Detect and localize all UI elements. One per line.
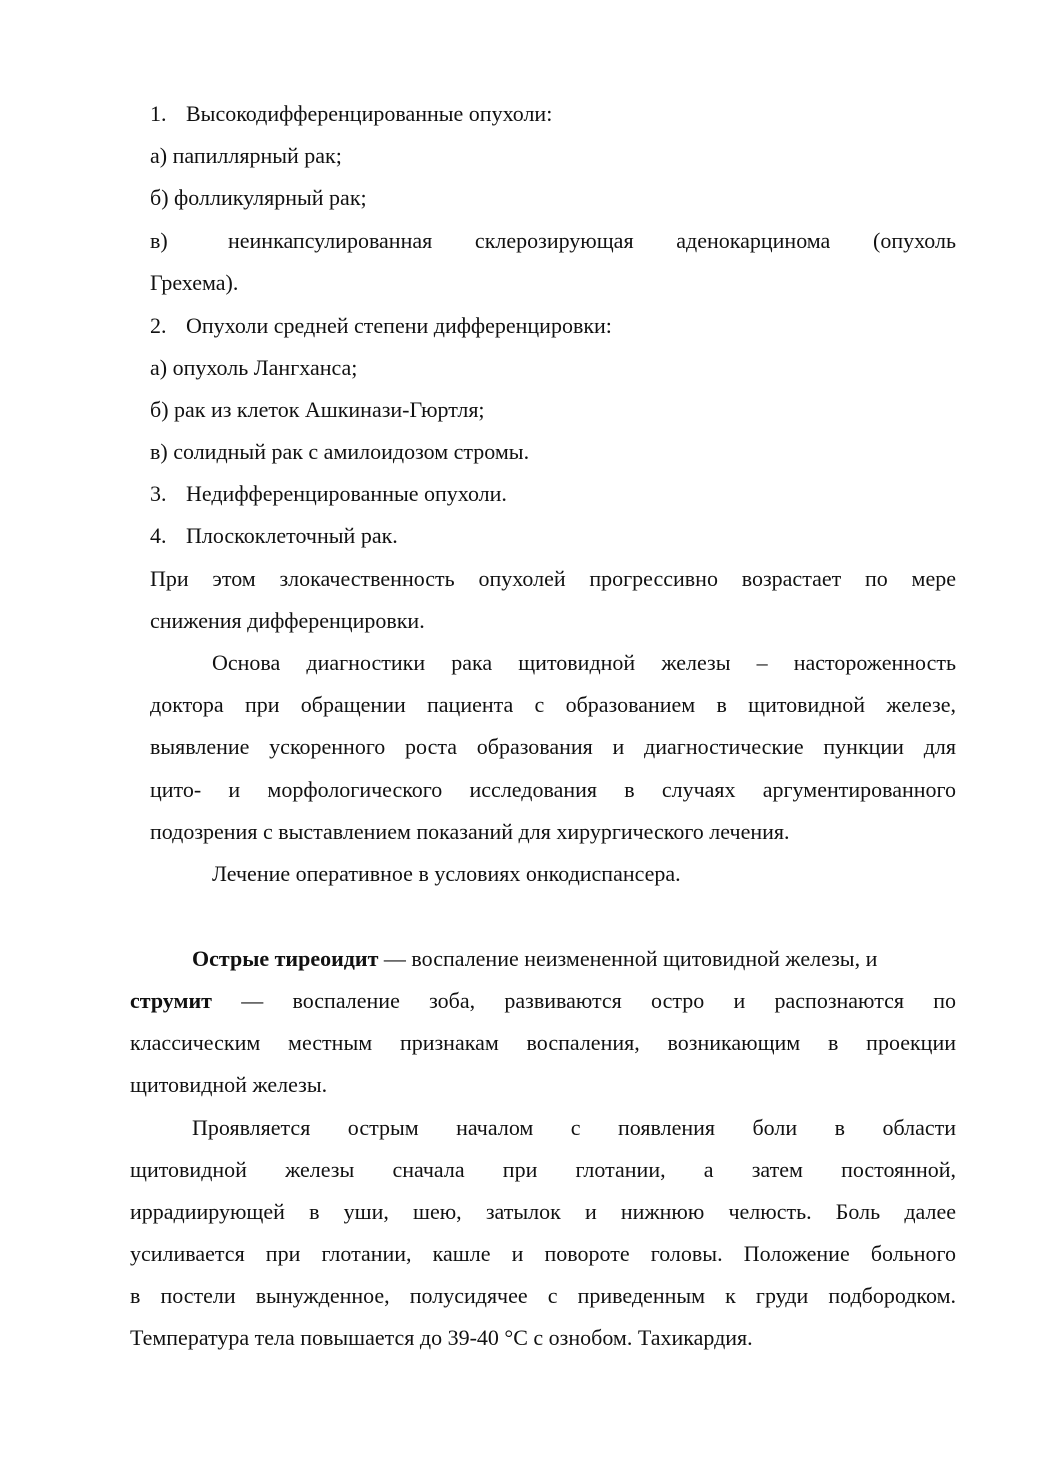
- paragraph-line: доктора при обращении пациента с образованием в щитовидной железе,: [150, 692, 956, 717]
- list-item-text: Недифференцированные опухоли.: [186, 481, 507, 506]
- list-subitem-continuation: Грехема).: [150, 270, 239, 295]
- term-bold: Острые тиреоидит: [192, 946, 379, 971]
- list-number: 1.: [150, 101, 167, 126]
- list-item-text: Высокодифференцированные опухоли:: [186, 101, 553, 126]
- paragraph-line: Лечение оперативное в условиях онкодиспансера.: [212, 861, 681, 886]
- paragraph-line: подозрения с выставлением показаний для хирургического лечения.: [150, 819, 790, 844]
- paragraph-line: иррадиирующей в уши, шею, затылок и нижнюю челюсть. Боль далее: [130, 1199, 956, 1224]
- paragraph-line: [192, 946, 956, 972]
- list-subitem: [150, 228, 956, 254]
- paragraph-line: щитовидной железы сначала при глотании, а затем постоянной,: [130, 1157, 956, 1182]
- definition-text: — воспаление зоба, развиваются остро и распознаются по: [211, 988, 956, 1013]
- paragraph-line: При этом злокачественность опухолей прогрессивно возрастает по мере: [150, 566, 956, 591]
- paragraph-line: выявление ускоренного роста образования и диагностические пункции для: [150, 734, 956, 759]
- paragraph-line: усиливается при глотании, кашле и повороте головы. Положение больного: [130, 1241, 956, 1266]
- list-item-2: [150, 313, 612, 339]
- list-item-3: [150, 481, 507, 507]
- list-subitem-text: неинкапсулированная склерозирующая аденокарцинома (опухоль: [228, 228, 956, 253]
- list-subitem: а) папиллярный рак;: [150, 143, 342, 168]
- paragraph-line: в постели вынужденное, полусидячее с приведенным к груди подбородком.: [130, 1283, 956, 1308]
- list-marker: в): [150, 228, 168, 253]
- paragraph-line: Температура тела повышается до 39-40 °С с ознобом. Тахикардия.: [130, 1325, 753, 1350]
- term-bold: струмит: [130, 988, 212, 1013]
- paragraph-line: щитовидной железы.: [130, 1072, 328, 1097]
- list-number: 2.: [150, 313, 167, 338]
- list-number: 3.: [150, 481, 167, 506]
- list-item-4: [150, 523, 398, 549]
- paragraph-line: Основа диагностики рака щитовидной железы – настороженность: [212, 650, 956, 675]
- list-subitem: б) фолликулярный рак;: [150, 185, 367, 210]
- paragraph-line: Проявляется острым началом с появления боли в области: [192, 1115, 956, 1140]
- paragraph-line: цито- и морфологического исследования в случаях аргументированного: [150, 777, 956, 802]
- list-subitem: а) опухоль Лангханса;: [150, 355, 358, 380]
- list-item-text: Опухоли средней степени дифференцировки:: [186, 313, 612, 338]
- list-item-text: Плоскоклеточный рак.: [186, 523, 398, 548]
- paragraph-line: снижения дифференцировки.: [150, 608, 425, 633]
- list-subitem: в) солидный рак с амилоидозом стромы.: [150, 439, 530, 464]
- list-item-1: [150, 101, 552, 127]
- definition-text: — воспаление неизмененной щитовидной железы, и: [378, 946, 878, 971]
- paragraph-line: классическим местным признакам воспаления, возникающим в проекции: [130, 1030, 956, 1055]
- list-number: 4.: [150, 523, 167, 548]
- list-subitem: б) рак из клеток Ашкинази-Гюртля;: [150, 397, 485, 422]
- paragraph-line: [130, 988, 956, 1014]
